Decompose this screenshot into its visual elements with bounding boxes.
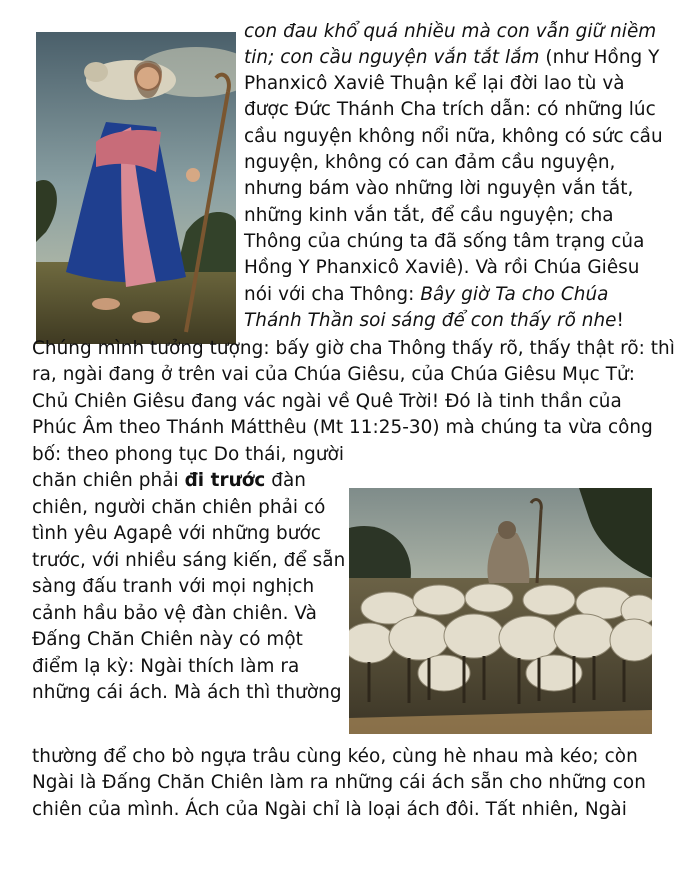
text-line	[32, 337, 675, 361]
text-line	[32, 549, 345, 573]
text-line	[244, 98, 656, 122]
text-segment: những kinh vắn tắt, để cầu nguyện; cha	[244, 205, 614, 226]
text-segment: Chủ Chiên Giêsu đang vác ngài về Quê Trời! Đó là tinh thần của	[32, 391, 622, 412]
text-segment: Phúc Âm theo Thánh Mátthêu (Mt 11:25-30) mà chúng ta vừa công	[32, 417, 653, 438]
text-line	[32, 628, 303, 652]
text-segment: những cái ách. Mà ách thì thường	[32, 682, 342, 703]
text-segment: con đau khổ quá nhiều mà con vẫn giữ niềm	[244, 21, 657, 42]
text-segment: tình yêu Agapê với những bước	[32, 523, 321, 544]
text-segment: !	[616, 310, 624, 331]
text-segment: trước, với nhiều sáng kiến, để sẵn	[32, 550, 346, 571]
text-line	[244, 177, 633, 201]
text-line	[32, 443, 344, 467]
text-line	[32, 575, 314, 599]
shepherd-with-flock-photo	[349, 488, 652, 734]
text-line	[32, 602, 317, 626]
text-segment: Phanxicô Xaviê Thuận kể lại đời lao tù và	[244, 73, 625, 94]
text-segment: được Đức Thánh Cha trích dẫn: có những lúc	[244, 99, 656, 120]
text-line	[32, 655, 299, 679]
text-segment: ra, ngài đang ở trên vai của Chúa Giêsu, của Chúa Giêsu Mục Tử:	[32, 364, 635, 385]
shepherd-flock-illustration	[349, 488, 652, 734]
text-segment: thường để cho bò ngựa trâu cùng kéo, cùng hè nhau mà kéo; còn	[32, 746, 638, 767]
text-segment: đàn	[265, 470, 307, 491]
text-segment: đi trước	[184, 470, 266, 491]
text-segment: chăn chiên phải	[32, 470, 185, 491]
text-line	[32, 771, 646, 795]
text-segment: chiên của mình. Ách của Ngài chỉ là loại ách đôi. Tất nhiên, Ngài	[32, 799, 627, 820]
text-segment: (như Hồng Y	[539, 47, 660, 68]
text-line	[244, 72, 625, 96]
text-line	[32, 522, 321, 546]
text-segment: cảnh hầu bảo vệ đàn chiên. Và	[32, 603, 317, 624]
text-segment: nói với cha Thông:	[244, 284, 421, 305]
text-segment: Chúng mình tưởng tượng: bấy giờ cha Thông thấy rõ, thấy thật rõ: thì	[32, 338, 675, 359]
text-segment: bố: theo phong tục Do thái, người	[32, 444, 345, 465]
text-line	[244, 204, 614, 228]
text-line	[32, 745, 638, 769]
text-line	[32, 681, 342, 705]
text-line	[32, 469, 306, 493]
text-segment: Đấng Chăn Chiên này có một	[32, 629, 303, 650]
text-segment: chiên, người chăn chiên phải có	[32, 497, 326, 518]
text-line	[244, 309, 624, 333]
text-segment: Thánh Thần soi sáng để con thấy rõ nhe	[244, 310, 617, 331]
text-line	[244, 230, 644, 254]
text-line	[32, 798, 627, 822]
text-segment: điểm lạ kỳ: Ngài thích làm ra	[32, 656, 300, 677]
text-segment: Thông của chúng ta đã sống tâm trạng của	[244, 231, 645, 252]
text-line	[32, 363, 635, 387]
text-segment: nguyện, không có can đảm cầu nguyện,	[244, 152, 616, 173]
text-segment: Ngài là Đấng Chăn Chiên làm ra những cái ách sẵn cho những con	[32, 772, 646, 793]
text-segment: nhưng bám vào những lời nguyện vắn tắt,	[244, 178, 634, 199]
text-line	[244, 46, 659, 70]
text-line	[244, 256, 640, 280]
text-line	[32, 496, 325, 520]
text-segment: Hồng Y Phanxicô Xaviê). Và rồi Chúa Giêsu	[244, 257, 640, 278]
text-line	[244, 151, 615, 175]
text-segment: tin; con cầu nguyện vắn tắt lắm	[244, 47, 540, 68]
text-segment: sàng đấu tranh với mọi nghịch	[32, 576, 315, 597]
text-segment: cầu nguyện không nổi nữa, không có sức cầu	[244, 126, 663, 147]
text-line	[244, 125, 663, 149]
text-segment: Bây giờ Ta cho Chúa	[420, 284, 609, 305]
good-shepherd-painting	[36, 32, 236, 344]
good-shepherd-illustration	[36, 32, 236, 344]
text-line	[244, 20, 656, 44]
text-line	[32, 390, 622, 414]
text-line	[244, 283, 608, 307]
text-line	[32, 416, 653, 440]
